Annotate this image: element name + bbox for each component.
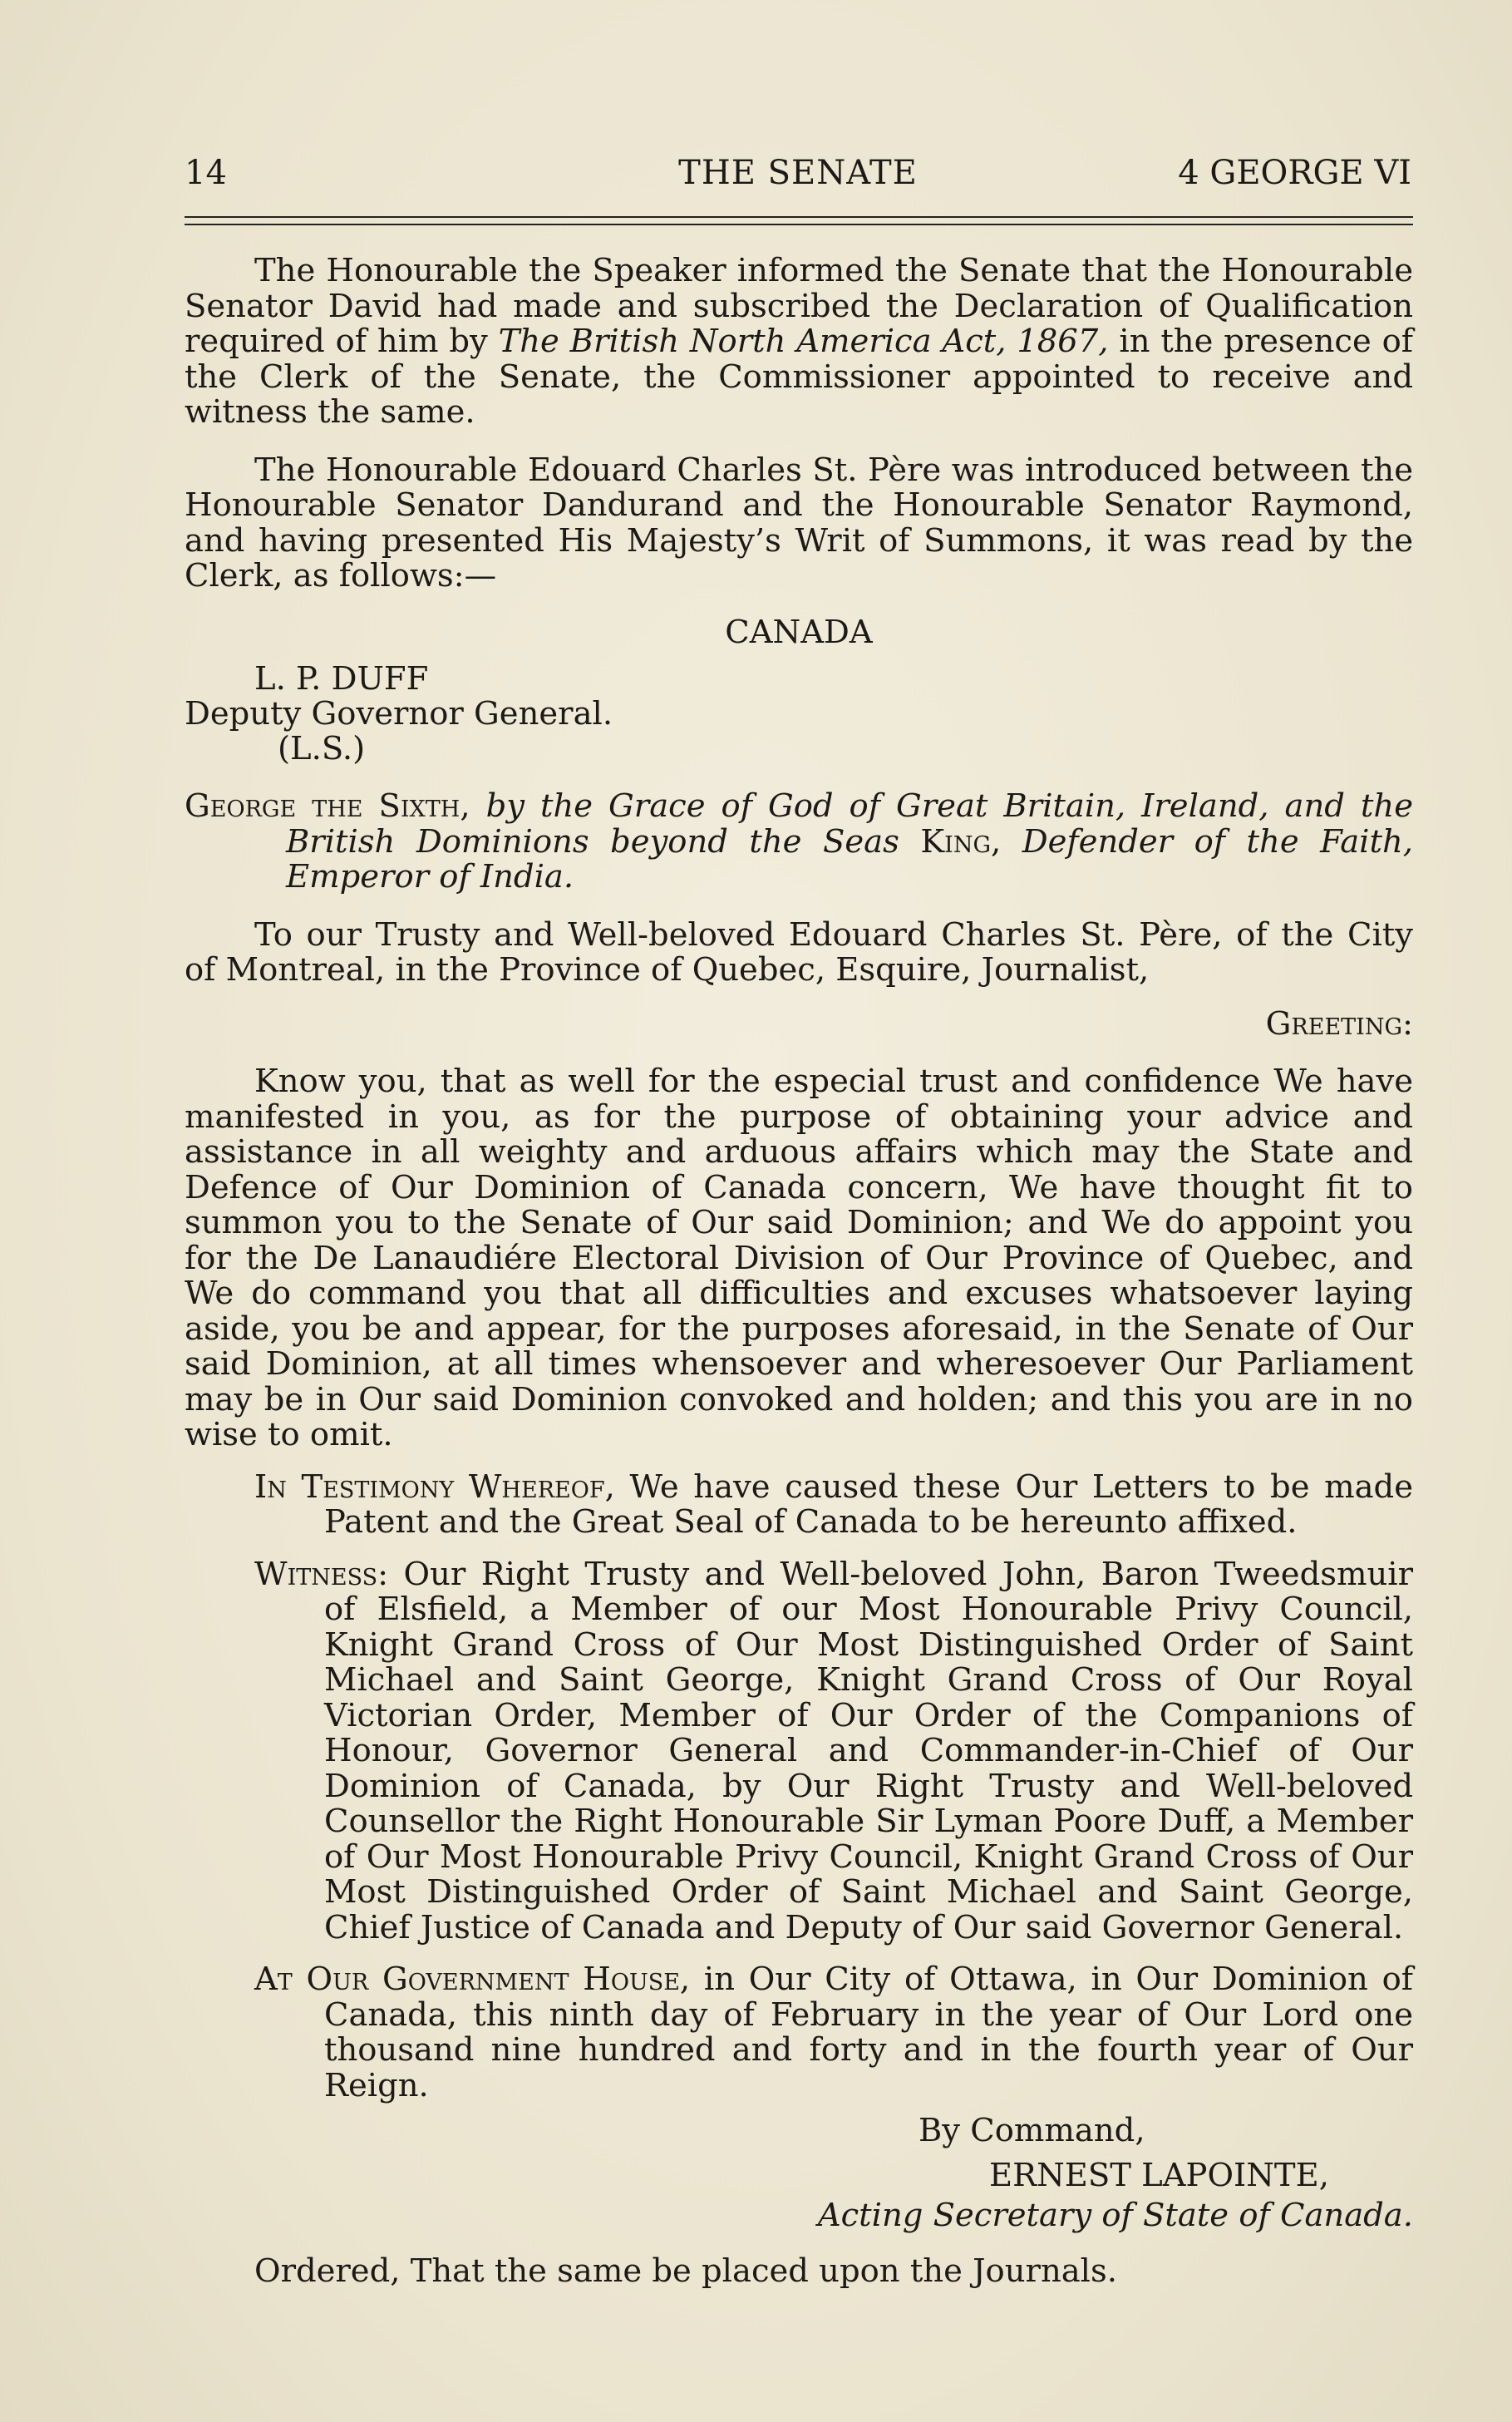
- running-header: [185, 148, 1411, 198]
- king-name: George the Sixth,: [185, 787, 470, 825]
- testimony-lead: In Testimony Whereof,: [254, 1468, 615, 1506]
- seal-mark: (L.S.): [278, 730, 366, 767]
- command-signature: [185, 2114, 1413, 2234]
- speaker-text-end: in the presence of the Clerk of the Senate, the Commissioner appointed to receive and witness the same.: [185, 323, 1414, 431]
- writ-country: CANADA: [725, 613, 873, 651]
- addressee-paragraph: To our Trusty and Well-beloved Edouard Charles St. Père, of the City of Montreal, in the Province of Quebec, Esquire, Journalist,: [185, 915, 1413, 989]
- secretary-title: Acting Secretary of State of Canada.: [817, 2197, 1413, 2234]
- header-rule-bottom: [185, 224, 1413, 225]
- page-body: [185, 254, 1413, 2289]
- introduction-paragraph: The Honourable Edouard Charles St. Père was introduced between the Honourable Senator Dandurand and the Honourable Senator Raymond, and having presented His Majesty’s Writ of Summons, it was read by the Clerk, as follows:—: [185, 451, 1413, 594]
- header-title: THE SENATE: [678, 154, 918, 192]
- witness-text: Our Right Trusty and Well-beloved John, Baron Tweedsmuir of Elsfield, a Member of our Most Honourable Privy Council, Knight Grand Cross of Our Most Distinguished Order of Saint Michael and Saint George, Knight Grand Cross of Our Royal Victorian Order, Member of Our Order of the Companions of Honour, Governor General and Commander-in-Chief of Our Dominion of Canada, by Our Right Trusty and Well-beloved Counsellor the Right Honourable Sir Lyman Poore Duff, a Member of Our Most Honourable Privy Council, Knight Grand Cross of Our Most Distinguished Order of Saint Michael and Saint George, Chief Justice of Canada and Deputy of Our said Governor General.: [324, 1555, 1413, 1946]
- witness-lead: Witness:: [254, 1555, 389, 1593]
- speaker-paragraph: [185, 254, 1413, 431]
- house-text: in Our City of Ottawa, in Our Dominion of Canada, this ninth day of February in the year of Our Lord one thousand nine hundred and forty and in the fourth year of Our Reign.: [324, 1961, 1413, 2104]
- king-style-2: Defender of the Faith, Emperor of India.: [286, 822, 1414, 895]
- closing-order: Ordered, That the same be placed upon the Journals.: [254, 2252, 1117, 2290]
- king-word: King,: [920, 822, 1002, 861]
- secretary-name: ERNEST LAPOINTE,: [989, 2156, 1329, 2194]
- greeting: Greeting:: [1265, 1004, 1413, 1043]
- king-style-paragraph: [185, 789, 1413, 895]
- by-command: By Command,: [919, 2112, 1145, 2149]
- act-title: The British North America Act, 1867,: [498, 323, 1109, 360]
- writ-signatory: [185, 662, 1413, 767]
- regnal-year: 4 GEORGE VI: [1178, 154, 1411, 192]
- page-number: 14: [185, 154, 227, 192]
- signatory-title: Deputy Governor General.: [185, 695, 613, 733]
- signatory-name: L. P. DUFF: [254, 660, 429, 698]
- know-you-paragraph: Know you, that as well for the especial trust and confidence We have manifested in you, as for the purpose of obtaining your advice and assistance in all weighty and arduous affairs which may the State and Defence of Our Dominion of Canada concern, We have thought fit to summon you to the Senate of Our said Dominion; and We do appoint you for the De Lanaudiére Electoral Division of Our Province of Quebec, and We do command you that all difficulties and excuses whatsoever laying aside, you be and appear, for the purposes aforesaid, in the Senate of Our said Dominion, at all times whensoever and wheresoever Our Parliament may be in Our said Dominion convoked and holden; and this you are in no wise to omit.: [185, 1063, 1413, 1453]
- header-rule-top: [185, 216, 1413, 218]
- government-house-paragraph: [185, 1962, 1413, 2104]
- house-lead: At Our Government House,: [254, 1961, 691, 1998]
- testimony-text: We have caused these Our Letters to be made Patent and the Great Seal of Canada to be hereunto affixed.: [324, 1468, 1413, 1541]
- witness-paragraph: [185, 1557, 1413, 1946]
- testimony-paragraph: [185, 1470, 1413, 1541]
- king-style-1: by the Grace of God of Great Britain, Ireland, and the British Dominions beyond the Seas: [286, 787, 1413, 861]
- speaker-text: The Honourable the Speaker informed the Senate that the Honourable Senator David had made and subscribed the Declaration of Qualification required of him by: [185, 252, 1413, 360]
